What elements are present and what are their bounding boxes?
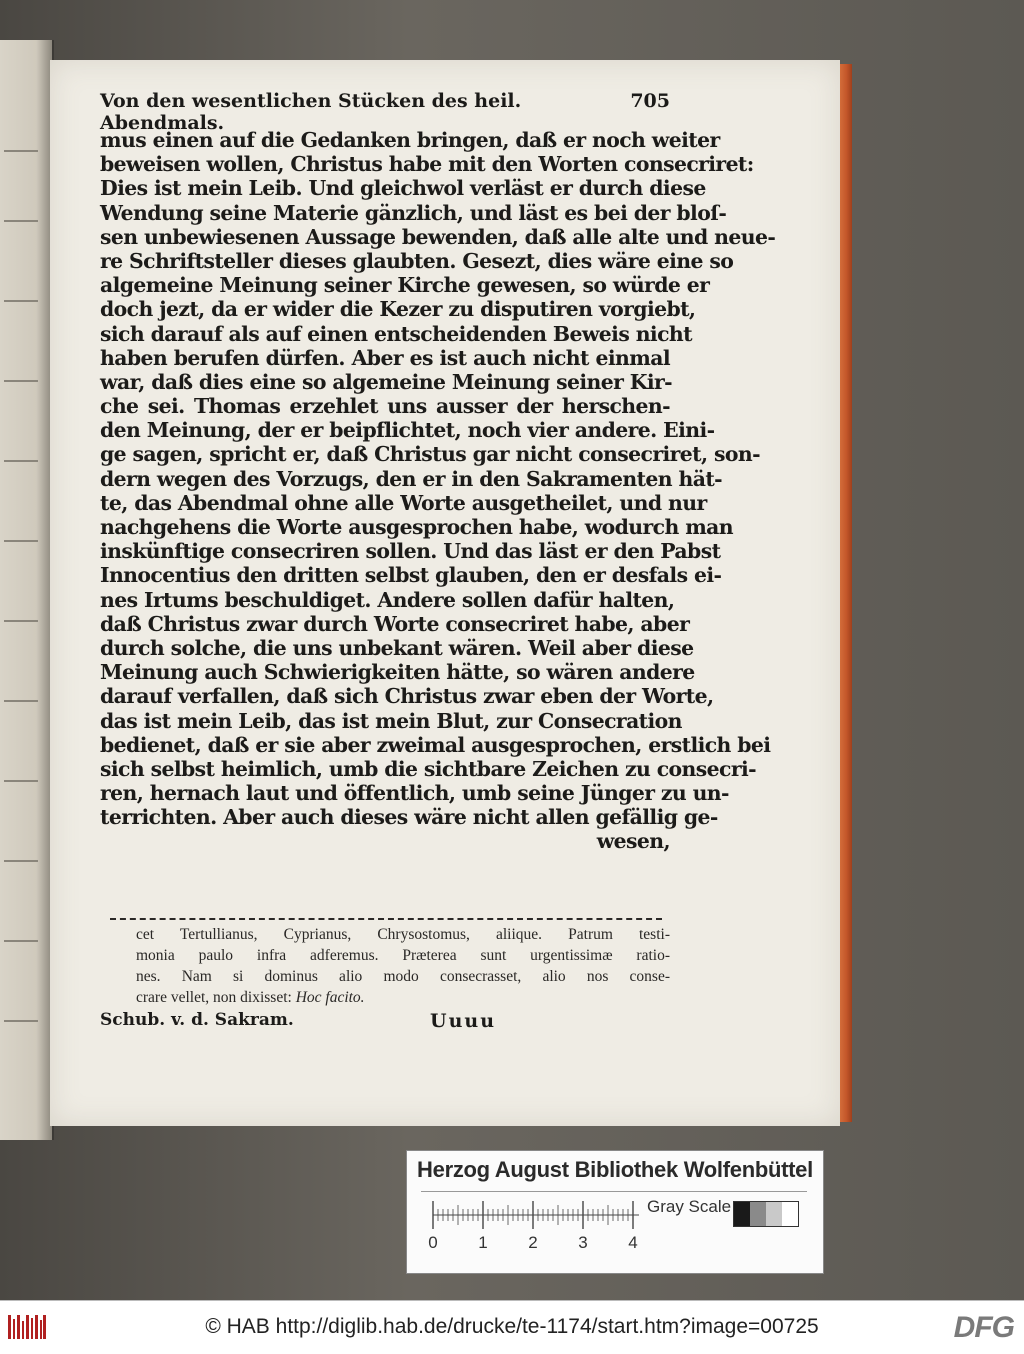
body-text — [100, 128, 776, 854]
footnote — [100, 924, 670, 1008]
page-red-edge — [838, 64, 852, 1122]
ruler-label: 2 — [528, 1233, 538, 1252]
footnote-line: cet Tertullianus, Cyprianus, Chrysostomus, aliique. Patrum testi- — [136, 926, 670, 943]
sheet-signature-mark: Uuuu — [430, 1010, 497, 1032]
running-head-title: Von den wesentlichen Stücken des heil. Abendmals. — [100, 90, 522, 134]
gray-swatch — [782, 1202, 798, 1226]
text-line: nes Irtums beschuldiget. Andere sollen dafür halten, — [100, 587, 675, 612]
page-number: 705 — [630, 90, 670, 112]
ruler-label: 0 — [428, 1233, 438, 1252]
printer-signature: Schub. v. d. Sakram. — [100, 1010, 294, 1030]
text-line: war, daß dies eine so algemeine Meinung seiner Kir- — [100, 369, 673, 394]
text-line: Meinung auch Schwierigkeiten hätte, so wären andere — [100, 660, 695, 685]
gray-scale-label: Gray Scale — [647, 1197, 732, 1216]
ruler-labels — [428, 1233, 653, 1255]
footnote-rule — [110, 918, 662, 920]
text-line: haben berufen dürfen. Aber es ist auch nicht einmal — [100, 345, 670, 370]
text-line: doch jezt, da er wider die Kezer zu disputiren vorgiebt, — [100, 297, 696, 322]
footnote-text: crare vellet, non dixisset: — [136, 989, 292, 1006]
gray-swatch — [750, 1202, 766, 1226]
copyright-url[interactable]: © HAB http://diglib.hab.de/drucke/te-1174/start.htm?image=00725 — [205, 1315, 819, 1338]
catchword: wesen, — [596, 829, 670, 854]
text-line: Innocentius den dritten selbst glauben, den er desfals ei- — [100, 563, 722, 588]
text-line: sen unbewiesenen Aussage bewenden, daß alle alte und neue- — [100, 224, 776, 249]
text-line: te, das Abendmal ohne alle Worte ausgetheilet, und nur — [100, 490, 707, 515]
text-line: che sei. Thomas erzehlet uns ausser der herschen- — [100, 394, 670, 419]
dfg-logo: DFG — [953, 1311, 1014, 1344]
ruler-label: 1 — [478, 1233, 488, 1252]
text-line: Dies ist mein Leib. Und gleichwol verläst er durch diese — [100, 176, 706, 201]
footnote-line: nes. Nam si dominus alio modo consecrasset, alio nos conse- — [136, 968, 670, 985]
ruler-scale-icon — [433, 1199, 639, 1231]
text-line: ren, hernach laut und öffentlich, umb seine Jünger zu un- — [100, 781, 729, 806]
text-line: darauf verfallen, daß sich Christus zwar eben der Worte, — [100, 684, 714, 709]
text-line: algemeine Meinung seiner Kirche gewesen, so würde er — [100, 273, 710, 298]
text-line: terrichten. Aber auch dieses wäre nicht allen gefällig ge- — [100, 805, 718, 830]
footer-bar — [0, 1300, 1024, 1354]
facing-page-edge — [0, 40, 54, 1140]
text-line: bedienet, daß er sie aber zweimal ausgesprochen, erstlich bei — [100, 732, 771, 757]
card-divider — [421, 1191, 807, 1192]
text-line: beweisen wollen, Christus habe mit den Worten consecriret: — [100, 152, 754, 177]
footnote-line — [100, 987, 670, 1008]
text-line: ge sagen, spricht er, daß Christus gar nicht consecriret, son- — [100, 442, 760, 467]
text-line: das ist mein Leib, das ist mein Blut, zur Consecration — [100, 708, 682, 733]
text-line: dern wegen des Vorzugs, den er in den Sakramenten hät- — [100, 466, 723, 491]
text-line: re Schriftsteller dieses glaubten. Gesezt, dies wäre eine so — [100, 248, 734, 273]
footnote-line: monia paulo infra adferemus. Præterea sunt urgentissimæ ratio- — [136, 947, 670, 964]
gray-swatch — [734, 1202, 750, 1226]
text-line: sich selbst heimlich, umb die sichtbare Zeichen zu consecri- — [100, 756, 756, 781]
text-line: durch solche, die uns unbekant wären. Weil aber diese — [100, 635, 694, 660]
ruler-label: 3 — [578, 1233, 588, 1252]
card-title: Herzog August Bibliothek Wolfenbüttel — [417, 1157, 813, 1182]
text-line: daß Christus zwar durch Worte consecriret habe, aber — [100, 611, 690, 636]
ruler-label: 4 — [628, 1233, 638, 1252]
gray-swatch — [766, 1202, 782, 1226]
text-line: nachgehens die Worte ausgesprochen habe, wodurch man — [100, 515, 734, 539]
text-line: den Meinung, der er beipflichtet, noch vier andere. Eini- — [100, 418, 715, 443]
text-line: mus einen auf die Gedanken bringen, daß er noch weiter — [100, 128, 720, 152]
text-line: inskünftige consecriren sollen. Und das läst er den Pabst — [100, 539, 721, 564]
text-line: Wendung seine Materie gänzlich, und läst es bei der bloſ- — [100, 200, 727, 225]
footnote-quote: Hoc facito. — [295, 989, 365, 1006]
text-line: sich darauf als auf einen entscheidenden Beweis nicht — [100, 321, 692, 346]
gray-scale-swatches — [733, 1201, 799, 1227]
color-calibration-card — [406, 1150, 824, 1274]
